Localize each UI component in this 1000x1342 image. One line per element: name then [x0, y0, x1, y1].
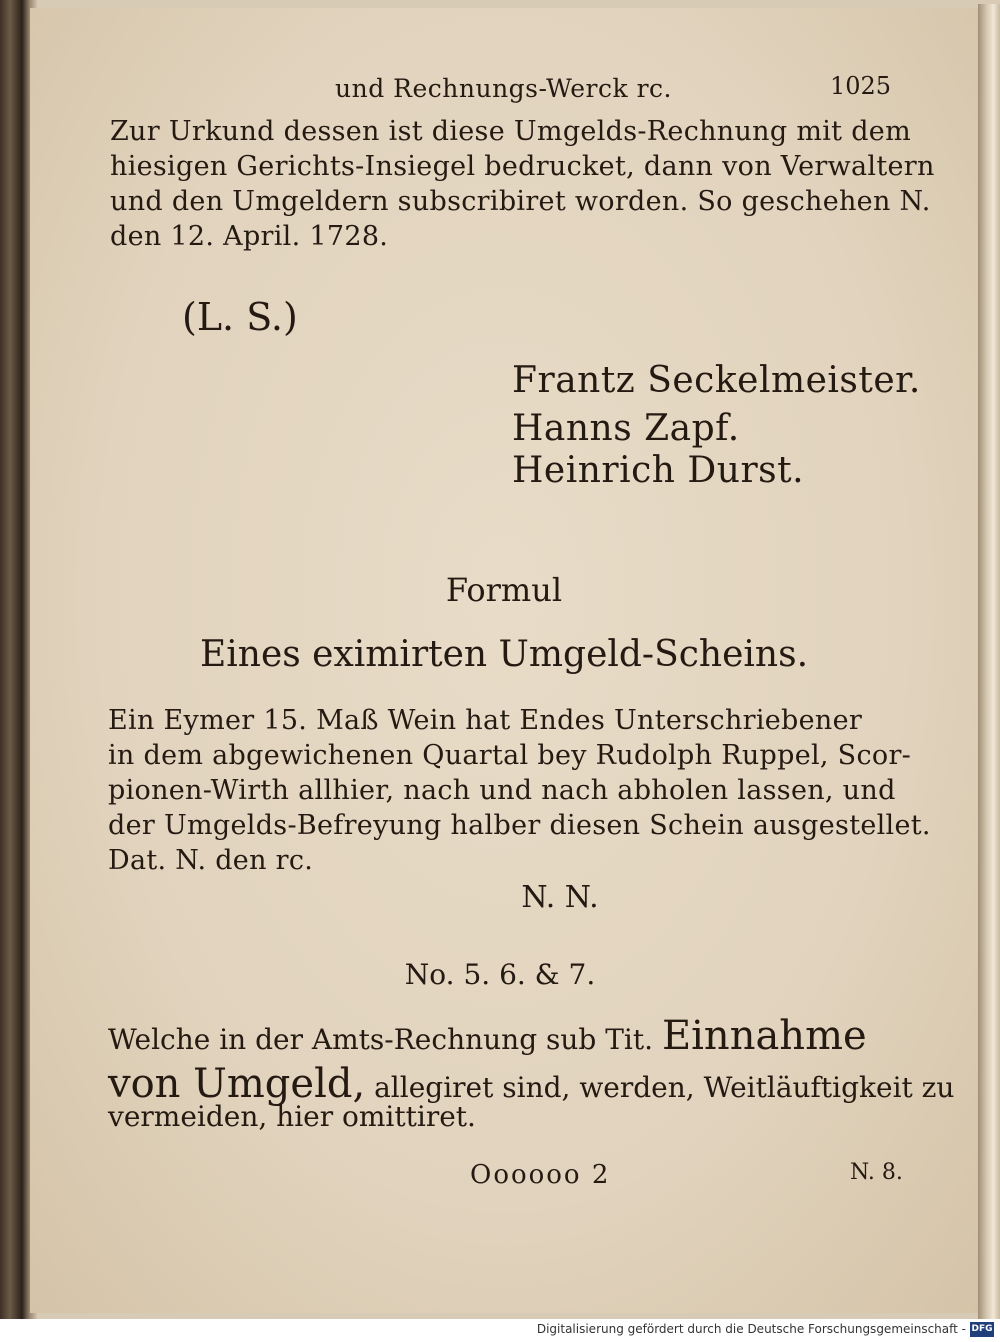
paragraph3-emphasis: von Umgeld, — [108, 1061, 366, 1107]
paragraph2-line: pionen-Wirth allhier, nach und nach abholen lassen, und — [108, 775, 896, 806]
signature-line: Heinrich Durst. — [512, 450, 805, 491]
paragraph3-line2-text: allegiret sind, werden, Weitläuftigkeit zu — [374, 1071, 955, 1104]
paragraph3-emphasis: Einnahme — [661, 1013, 867, 1059]
paragraph2-line: in dem abgewichenen Quartal bey Rudolph Ruppel, Scor- — [108, 740, 912, 771]
paragraph1-line: den 12. April. 1728. — [110, 221, 389, 252]
seal-mark: (L. S.) — [182, 295, 298, 339]
paragraph3-line3: vermeiden, hier omittiret. — [108, 1100, 476, 1133]
paragraph2-line: Ein Eymer 15. Maß Wein hat Endes Unterschriebener — [108, 705, 863, 736]
formul-heading: Formul — [445, 571, 563, 609]
footer-bar — [0, 1319, 1000, 1342]
book-page — [30, 8, 981, 1313]
paragraph2-line: Dat. N. den rc. — [108, 845, 314, 876]
nn-signature: N. N. — [521, 880, 599, 915]
formul-title: Eines eximirten Umgeld-Scheins. — [199, 634, 809, 675]
paragraph2-line: der Umgelds-Befreyung halber diesen Schein ausgestellet. — [108, 810, 931, 841]
page-edge — [978, 4, 1000, 1319]
signature-mark: Oooooo 2 — [470, 1160, 611, 1190]
paragraph1-line: Zur Urkund dessen ist diese Umgelds-Rechnung mit dem — [110, 116, 911, 147]
signature-line: Frantz Seckelmeister. — [512, 360, 921, 401]
paragraph3-line1 — [108, 1013, 867, 1059]
footer-credit: Digitalisierung gefördert durch die Deutsche Forschungsgemeinschaft - — [536, 1322, 966, 1336]
page-number: 1025 — [830, 72, 892, 100]
running-head: und Rechnungs-Werck rc. — [335, 74, 672, 103]
catchword: N. 8. — [850, 1160, 903, 1185]
dfg-logo-icon: DFG — [970, 1322, 994, 1337]
signature-line: Hanns Zapf. — [512, 408, 740, 449]
numbers-heading: No. 5. 6. & 7. — [404, 958, 596, 991]
paragraph1-line: hiesigen Gerichts-Insiegel bedrucket, dann von Verwaltern — [110, 151, 935, 182]
paragraph1-line: und den Umgeldern subscribiret worden. So geschehen N. — [110, 186, 931, 217]
paragraph3-line1-text: Welche in der Amts-Rechnung sub Tit. — [108, 1023, 654, 1056]
